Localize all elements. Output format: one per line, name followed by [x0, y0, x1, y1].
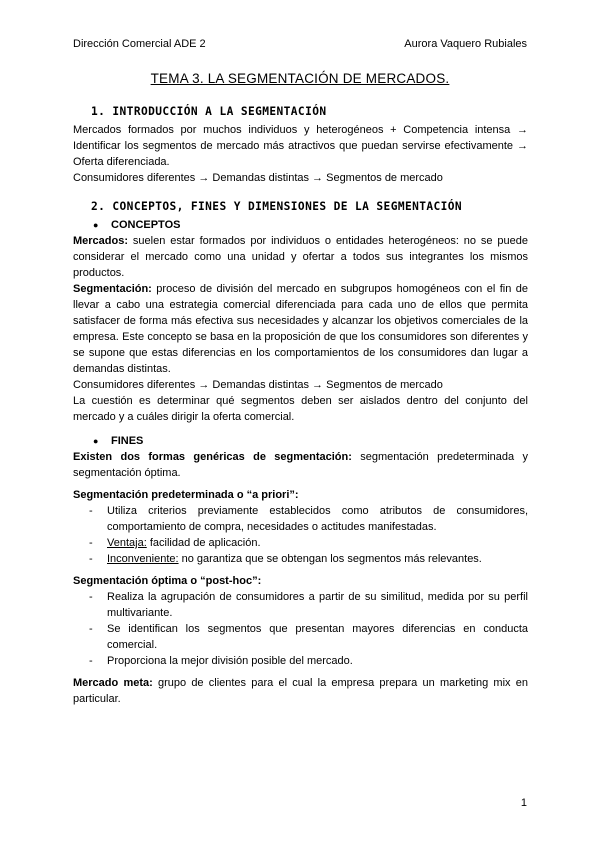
formas-label: Existen dos formas genéricas de segmentación: — [73, 451, 352, 463]
header-course: Dirección Comercial ADE 2 — [73, 38, 206, 50]
optima-list — [73, 589, 528, 669]
bullet-icon: ● — [93, 220, 99, 230]
segmentacion-text: proceso de división del mercado en subgrupos homogéneos con el fin de llevar a cabo una estrategia comercial diferenciada para cada uno de ellos que permita satisfacer de forma más efectiva sus necesidades y alcanzar los objetivos comerciales de la empresa. Este concepto se basa en la proposición de que los consumidores son diferentes y se supone que estas diferencias en los comportamientos de los consumidores dan lugar a demandas distintas. — [73, 283, 528, 375]
chain-paragraph: Consumidores diferentes → Demandas distintas → Segmentos de mercado — [73, 379, 443, 391]
formas-paragraph — [73, 449, 528, 481]
bullet-conceptos — [93, 217, 528, 233]
optima-heading: Segmentación óptima o “post-hoc”: — [73, 575, 262, 587]
inconveniente-label: Inconveniente: — [107, 553, 179, 565]
dash-marker: - — [89, 591, 93, 603]
predeterminada-list — [73, 503, 528, 567]
header-author: Aurora Vaquero Rubiales — [404, 38, 527, 50]
dash-marker: - — [89, 553, 93, 565]
list-item: - Realiza la agrupación de consumidores a partir de su similitud, medida por su perfil multivariante. — [73, 589, 528, 621]
intro-chain: Consumidores diferentes → Demandas distintas → Segmentos de mercado — [73, 172, 443, 184]
list-item: - Ventaja: facilidad de aplicación. — [73, 535, 528, 551]
cuestion-paragraph: La cuestión es determinar qué segmentos deben ser aislados dentro del conjunto del mercado y a cuáles dirigir la oferta comercial. — [73, 395, 528, 423]
section-heading-conceptos: 2. CONCEPTOS, FINES Y DIMENSIONES DE LA SEGMENTACIÓN — [91, 200, 463, 213]
predeterminada-heading: Segmentación predeterminada o “a priori”: — [73, 489, 299, 501]
list-item: - Inconveniente: no garantiza que se obtengan los segmentos más relevantes. — [73, 551, 528, 567]
bullet-fines-label: FINES — [111, 435, 144, 447]
mercados-definition — [73, 233, 528, 281]
ventaja-label: Ventaja: — [107, 537, 147, 549]
dash-marker: - — [89, 537, 93, 549]
dash-marker: - — [89, 505, 93, 517]
bullet-conceptos-label: CONCEPTOS — [111, 219, 181, 231]
list-item: - Utiliza criterios previamente establecidos como atributos de consumidores, comportamiento de compra, necesidades o actitudes manifestadas. — [73, 503, 528, 535]
page-number: 1 — [520, 797, 527, 809]
bullet-fines — [93, 433, 528, 449]
mercado-meta-paragraph — [73, 675, 528, 707]
dash-marker: - — [89, 655, 93, 667]
mercado-meta-label: Mercado meta: — [73, 677, 153, 689]
mercados-label: Mercados: — [73, 235, 129, 247]
dash-marker: - — [89, 623, 93, 635]
page-title: TEMA 3. LA SEGMENTACIÓN DE MERCADOS. — [150, 71, 450, 86]
segmentacion-definition — [73, 281, 528, 377]
list-item: - Se identifican los segmentos que presentan mayores diferencias en conducta comercial. — [73, 621, 528, 653]
mercados-text: suelen estar formados por individuos o entidades heterogéneos: no se puede considerar el mercado como una unidad y ofertar a todos sus integrantes los mismos productos. — [73, 235, 528, 279]
mercado-meta-text: grupo de clientes para el cual la empresa prepara un marketing mix en particular. — [73, 677, 528, 705]
formas-text: segmentación predeterminada y segmentación óptima. — [73, 451, 528, 479]
list-item: - Proporciona la mejor división posible del mercado. — [73, 653, 528, 669]
section-heading-introduccion: 1. INTRODUCCIÓN A LA SEGMENTACIÓN — [91, 105, 327, 118]
segmentacion-label: Segmentación: — [73, 283, 152, 295]
intro-paragraph: Mercados formados por muchos individuos y heterogéneos + Competencia intensa → Identificar los segmentos de mercado más atractivos que puedan servirse efectivamente → Oferta diferenciada. — [73, 124, 528, 168]
bullet-icon: ● — [93, 436, 99, 446]
document-body — [73, 104, 528, 707]
